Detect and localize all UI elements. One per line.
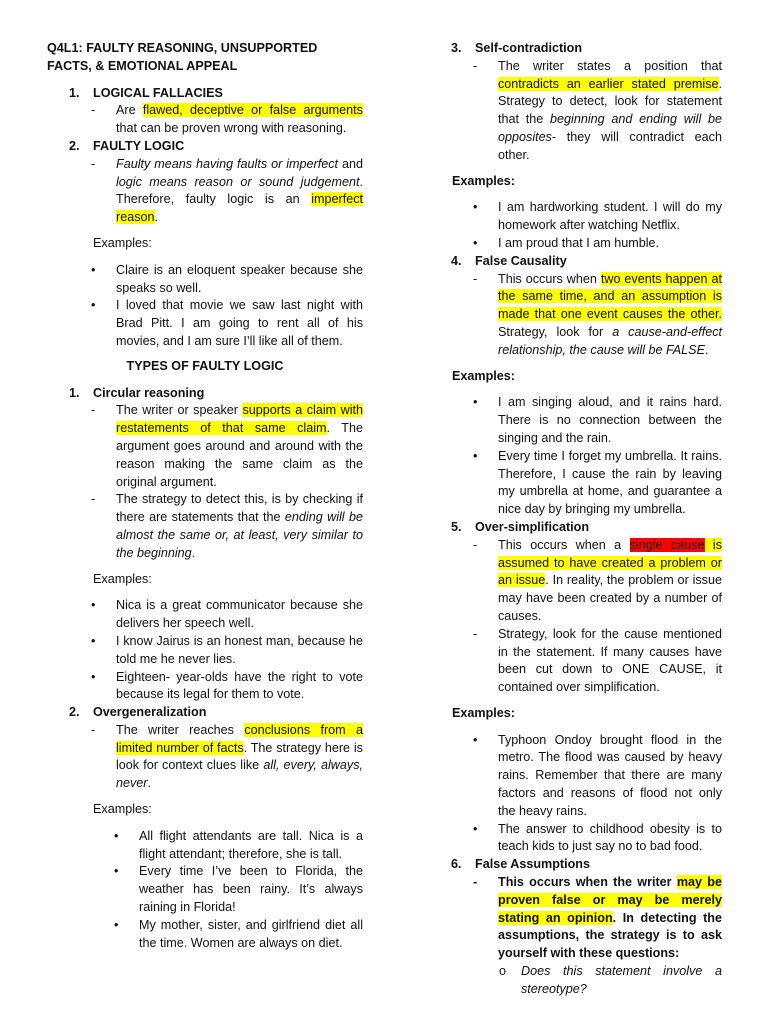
heading-overgeneralization: 2. Overgeneralization: [69, 705, 207, 720]
red-highlight: single cause: [629, 537, 705, 552]
list-item: • Nica is a great communicator because she delivers her speech well.: [91, 598, 363, 631]
definition-over-simplification: - This occurs when a single cause is assumed to have created a problem or an issue. In reality, the problem or issue may have been created by a number of causes.: [473, 537, 723, 623]
heading-circular-reasoning: 1. Circular reasoning: [69, 385, 205, 400]
heading-over-simplification: 5. Over-simplification: [451, 519, 590, 534]
definition-faulty-logic: - Faulty means having faults or imperfect and logic means reason or sound judgement. Therefore, faulty logic is an imperfect reason.: [91, 156, 363, 225]
list-item: • I loved that movie we saw last night with Brad Pitt. I am going to rent all of his movies, and I am sure I’ll like all of them.: [91, 298, 363, 348]
list-item: • All flight attendants are tall. Nica is a flight attendant; therefore, she is tall.: [114, 828, 363, 861]
left-column: [47, 40, 363, 952]
document-title: Q4L1: FAULTY REASONING, UNSUPPORTED FACTS, & EMOTIONAL APPEAL: [47, 41, 318, 73]
list-item: • I am hardworking student. I will do my homework after watching Netflix.: [473, 200, 722, 233]
highlight: may be proven false or may be merely stating an opinion: [498, 875, 723, 925]
list-item: • Claire is an eloquent speaker because she speaks so well.: [91, 262, 363, 295]
heading-faulty-logic: 2. FAULTY LOGIC: [69, 138, 185, 153]
heading-false-assumptions: 6. False Assumptions: [451, 857, 591, 872]
definition-false-causality: - This occurs when two events happen at the same time, and an assumption is made that one event causes the other. Strategy, look for a cause-and-effect relationship, the cause will be FALSE.: [473, 271, 722, 357]
sub-list-item: o Does this statement involve a stereotype?: [499, 964, 722, 996]
highlight: contradicts an earlier stated premise: [498, 76, 719, 91]
highlight: two events happen at the same time, and an assumption is made that one event causes the other.: [498, 271, 722, 322]
definition-logical-fallacies: - Are flawed, deceptive or false arguments that can be proven wrong with reasoning.: [91, 103, 363, 136]
list-item: • I know Jairus is an honest man, because he told me he never lies.: [91, 633, 363, 666]
heading-false-causality: 4. False Causality: [451, 253, 567, 268]
right-column: [429, 40, 722, 999]
list-item: • Eighteen- year-olds have the right to vote because its legal for them to vote.: [91, 669, 363, 702]
list-item: • The answer to childhood obesity is to teach kids to just say no to bad food.: [473, 821, 722, 854]
definition-circular-reasoning: - The writer or speaker supports a claim with restatements of that same claim. The argument goes around and around with the reason making the same claim as the original argument.: [91, 403, 363, 489]
highlight: conclusions from a limited number of facts: [116, 722, 363, 755]
highlight: is assumed to have created a problem or an issue: [498, 537, 723, 588]
highlight: supports a claim with restatements of that same claim: [116, 403, 363, 436]
list-item: • My mother, sister, and girlfriend diet all the time. Women are always on diet.: [114, 917, 363, 950]
examples-label: Examples:: [452, 173, 515, 188]
list-item: • I am proud that I am humble.: [473, 235, 660, 250]
list-item: • Every time I’ve been to Florida, the weather has been rainy. It’s always raining in Florida!: [114, 864, 363, 915]
examples-label: Examples:: [452, 368, 515, 383]
strategy-circular-reasoning: - The strategy to detect this, is by checking if there are statements that the ending will be almost the same or, at least, very similar to the beginning.: [91, 492, 363, 560]
examples-label: Examples:: [93, 802, 152, 817]
strategy-over-simplification: - Strategy, look for the cause mentioned in the statement. If many causes have been cut down to ONE CAUSE, it contained over simplification.: [473, 626, 722, 695]
types-heading: TYPES OF FAULTY LOGIC: [126, 358, 284, 373]
definition-false-assumptions: - This occurs when the writer may be proven false or may be merely stating an opinion. In detecting the assumptions, the strategy is to ask yourself with these questions:: [473, 875, 723, 961]
examples-label: Examples:: [452, 705, 515, 720]
examples-label: Examples:: [93, 235, 152, 250]
list-item: • I am singing aloud, and it rains hard. There is no connection between the singing and the rain.: [473, 395, 722, 445]
list-item: • Typhoon Ondoy brought flood in the metro. The flood was caused by heavy rains. Remember that there are many factors and reasons of flood not only the heavy rains.: [473, 732, 722, 818]
examples-label: Examples:: [93, 571, 152, 586]
heading-self-contradiction: 3. Self-contradiction: [451, 41, 583, 55]
list-item: • Every time I forget my umbrella. It rains. Therefore, I cause the rain by leaving my umbrella at home, and guarantee a nice day by bringing my umbrella.: [473, 448, 722, 517]
definition-overgeneralization: - The writer reaches conclusions from a limited number of facts. The strategy here is look for context clues like all, every, always, never.: [91, 722, 364, 791]
highlight: flawed, deceptive or false arguments: [142, 103, 363, 118]
definition-self-contradiction: - The writer states a position that contradicts an earlier stated premise. Strategy to detect, look for statement that the beginning and ending will be opposites- they will contradict each other.: [473, 58, 722, 162]
highlight: imperfect reason: [116, 192, 363, 225]
heading-logical-fallacies: 1. LOGICAL FALLACIES: [69, 85, 223, 100]
